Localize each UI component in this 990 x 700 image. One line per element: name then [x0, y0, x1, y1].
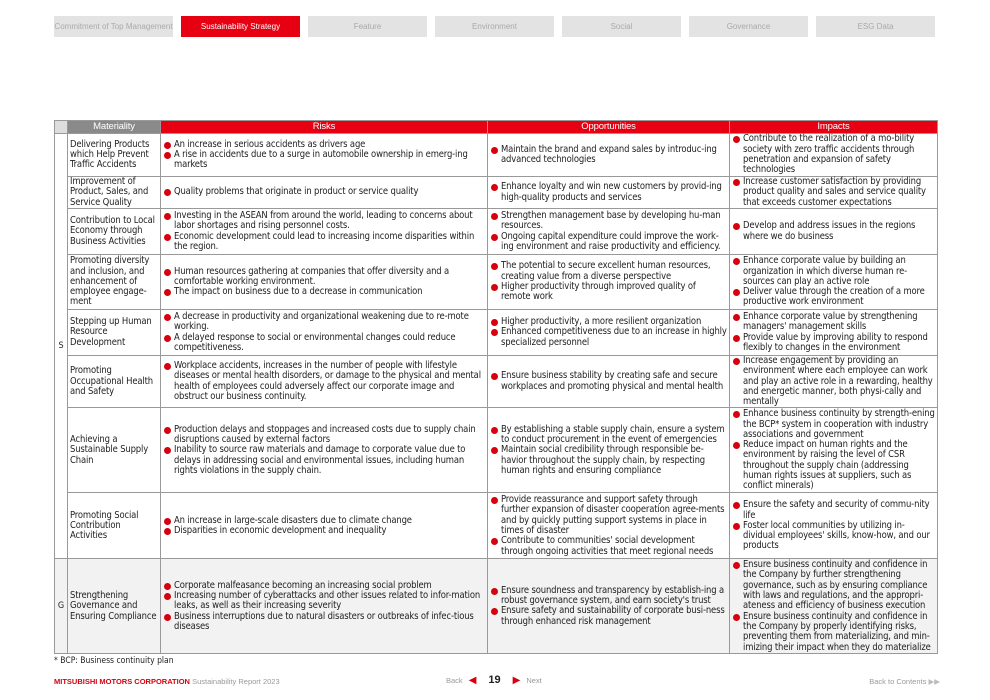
impacts-item: Ensure business continuity and confidence in the Company by further strengthening governance, such as by ensuring compliance with laws and regulations, and the appropri-ateness and efficiency of business execution	[732, 560, 935, 611]
opportunities-item: Higher productivity, a more resilient organization	[490, 317, 727, 327]
opportunities-cell	[488, 255, 730, 310]
opportunities-item: Higher productivity through improved quality of remote work	[490, 282, 727, 303]
impacts-item: Increase engagement by providing an environment where each employee can work and play an active role in a rewarding, healthy and energetic manner, both physi-cally and mentally	[732, 356, 935, 407]
opportunities-item: Ensure business stability by creating safe and secure workplaces and promoting physical and mental health	[490, 371, 727, 392]
back-arrow-icon[interactable]: ◀	[468, 674, 477, 686]
impacts-item: Ensure business continuity and confidence in the Company by properly identifying risks, preventing them from materializing, and min-imizing their impact when they do materialize	[732, 612, 935, 653]
tab-governance[interactable]: Governance	[689, 16, 808, 37]
table-row	[55, 356, 938, 408]
header-risks: Risks	[161, 121, 488, 134]
table-row	[55, 559, 938, 654]
opportunities-cell	[488, 134, 730, 177]
risks-item: Inability to source raw materials and damage to corporate value due to delays in addressing social and environmental issues, including human rights violations in the supply chain.	[163, 445, 485, 476]
back-to-contents-link[interactable]	[869, 677, 940, 686]
opportunities-item: Ensure soundness and transparency by establish-ing a robust governance system, and earn society's trust	[490, 586, 727, 607]
materiality-cell: Contribution to Local Economy through Business Activities	[68, 209, 161, 255]
risks-item: Increasing number of cyberattacks and other issues related to infor-mation leaks, as well as their increasing severity	[163, 591, 485, 612]
opportunities-item: Ongoing capital expenditure could improve the work-ing environment and raise productivity and efficiency.	[490, 232, 727, 253]
opportunities-item: Maintain social credibility through responsible be-havior throughout the supply chain, by respecting human rights and ensuring compliance	[490, 445, 727, 476]
impacts-cell	[730, 134, 938, 177]
materiality-cell: Promoting Social Contribution Activities	[68, 493, 161, 559]
opportunities-item: Provide reassurance and support safety through further expansion of disaster cooperation agree-ments and by quickly putting support systems in place in times of disaster	[490, 495, 727, 536]
risks-item: A rise in accidents due to a surge in automobile ownership in emerg-ing markets	[163, 150, 485, 171]
footer	[54, 674, 940, 686]
risks-cell	[161, 310, 488, 356]
risks-cell	[161, 134, 488, 177]
tab-feature[interactable]: Feature	[308, 16, 427, 37]
impacts-item: Develop and address issues in the regions where we do business	[732, 221, 935, 242]
group-header	[55, 121, 68, 134]
risks-cell	[161, 408, 488, 493]
impacts-item: Foster local communities by utilizing in-dividual employees' skills, know-how, and our products	[732, 521, 935, 552]
opportunities-cell	[488, 209, 730, 255]
table-row	[55, 310, 938, 356]
header-materiality: Materiality	[68, 121, 161, 134]
risks-item: A delayed response to social or environmental changes could reduce competitiveness.	[163, 333, 485, 354]
table-row	[55, 134, 938, 177]
page-number: 19	[488, 674, 501, 686]
materiality-cell: Achieving a Sustainable Supply Chain	[68, 408, 161, 493]
opportunities-item: By establishing a stable supply chain, ensure a system to conduct procurement in the event of emergencies	[490, 425, 727, 446]
impacts-item: Enhance corporate value by building an organization in which diverse human re-sources can play an active role	[732, 256, 935, 287]
risks-cell	[161, 493, 488, 559]
materiality-cell: Improvement of Product, Sales, and Service Quality	[68, 177, 161, 209]
table-row	[55, 209, 938, 255]
impacts-cell	[730, 177, 938, 209]
brand-logo: MITSUBISHI MOTORS CORPORATION	[54, 677, 190, 686]
risks-cell	[161, 209, 488, 255]
impacts-cell	[730, 408, 938, 493]
risks-item: An increase in large-scale disasters due to climate change	[163, 516, 485, 526]
footnote: * BCP: Business continuity plan	[54, 656, 174, 666]
opportunities-item: Ensure safety and sustainability of corporate busi-ness through enhanced risk management	[490, 606, 727, 627]
group-g: G	[55, 559, 68, 654]
risks-item: Business interruptions due to natural disasters or outbreaks of infec-tious diseases	[163, 612, 485, 633]
group-s: S	[55, 134, 68, 559]
risks-item: The impact on business due to a decrease in communication	[163, 287, 485, 297]
double-arrow-icon: ▶▶	[928, 677, 940, 686]
opportunities-item: Strengthen management base by developing hu-man resources.	[490, 211, 727, 232]
tab-sustainability-strategy[interactable]: Sustainability Strategy	[181, 16, 300, 37]
risks-cell	[161, 356, 488, 408]
risks-cell	[161, 559, 488, 654]
risks-item: Disparities in economic development and inequality	[163, 526, 485, 536]
opportunities-item: Maintain the brand and expand sales by introduc-ing advanced technologies	[490, 145, 727, 166]
impacts-item: Reduce impact on human rights and the environment by raising the level of CSR throughout the supply chain (addressing human rights issues at suppliers, such as conflict minerals)	[732, 440, 935, 491]
impacts-item: Ensure the safety and security of commu-nity life	[732, 500, 935, 521]
table-row	[55, 408, 938, 493]
risks-item: Quality problems that originate in product or service quality	[163, 187, 485, 197]
impacts-item: Enhance corporate value by strengthening managers' management skills	[732, 312, 935, 333]
materiality-cell: Stepping up Human Resource Development	[68, 310, 161, 356]
header-opportunities: Opportunities	[488, 121, 730, 134]
impacts-item: Contribute to the realization of a mo-bility society with zero traffic accidents through penetration and expansion of safety technologies	[732, 134, 935, 175]
pager	[446, 674, 542, 686]
impacts-cell	[730, 559, 938, 654]
top-nav	[54, 16, 935, 37]
tab-esg-data[interactable]: ESG Data	[816, 16, 935, 37]
opportunities-item: Enhance loyalty and win new customers by provid-ing high-quality products and services	[490, 182, 727, 203]
impacts-cell	[730, 493, 938, 559]
risks-item: Corporate malfeasance becoming an increasing social problem	[163, 581, 485, 591]
impacts-item: Deliver value through the creation of a more productive work environment	[732, 287, 935, 308]
materiality-table	[54, 120, 938, 654]
impacts-cell	[730, 255, 938, 310]
impacts-item: Increase customer satisfaction by providing product quality and sales and service quality that exceeds customer expectations	[732, 177, 935, 208]
materiality-cell: Promoting diversity and inclusion, and enhancement of employee engage-ment	[68, 255, 161, 310]
table-row	[55, 177, 938, 209]
risks-item: Human resources gathering at companies that offer diversity and a comfortable working environment.	[163, 267, 485, 288]
back-link[interactable]: Back	[446, 675, 463, 685]
risks-item: An increase in serious accidents as drivers age	[163, 140, 485, 150]
opportunities-item: The potential to secure excellent human resources, creating value from a diverse perspective	[490, 261, 727, 282]
next-arrow-icon[interactable]: ▶	[512, 674, 521, 686]
risks-cell	[161, 255, 488, 310]
opportunities-cell	[488, 408, 730, 493]
impacts-item: Enhance business continuity by strength-ening the BCP* system in cooperation with industry associations and government	[732, 409, 935, 440]
materiality-cell: Promoting Occupational Health and Safety	[68, 356, 161, 408]
opportunities-cell	[488, 559, 730, 654]
table-row	[55, 493, 938, 559]
toc-label: Back to Contents	[869, 677, 927, 686]
impacts-cell	[730, 209, 938, 255]
impacts-cell	[730, 310, 938, 356]
materiality-cell: Delivering Products which Help Prevent Traffic Accidents	[68, 134, 161, 177]
opportunities-cell	[488, 356, 730, 408]
impacts-item: Provide value by improving ability to respond flexibly to changes in the environment	[732, 333, 935, 354]
opportunities-cell	[488, 493, 730, 559]
risks-cell	[161, 177, 488, 209]
risks-item: Investing in the ASEAN from around the world, leading to concerns about labor shortages and rising personnel costs.	[163, 211, 485, 232]
opportunities-cell	[488, 310, 730, 356]
risks-item: Workplace accidents, increases in the number of people with lifestyle diseases or mental health disorders, or damage to the physical and mental health of employees could adversely affect our corporate image and obstruct our business continuity.	[163, 361, 485, 402]
risks-item: A decrease in productivity and organizational weakening due to re-mote working.	[163, 312, 485, 333]
opportunities-item: Contribute to communities' social development through ongoing activities that meet regional needs	[490, 536, 727, 557]
report-title: Sustainability Report 2023	[192, 677, 280, 686]
tab-commitment-of-top-management[interactable]: Commitment of Top Management	[54, 16, 173, 37]
risks-item: Production delays and stoppages and increased costs due to supply chain disruptions caused by external factors	[163, 425, 485, 446]
next-link[interactable]: Next	[526, 675, 542, 685]
tab-environment[interactable]: Environment	[435, 16, 554, 37]
opportunities-cell	[488, 177, 730, 209]
header-impacts: Impacts	[730, 121, 938, 134]
tab-social[interactable]: Social	[562, 16, 681, 37]
table-row	[55, 255, 938, 310]
materiality-cell: Strengthening Governance and Ensuring Compliance	[68, 559, 161, 654]
impacts-cell	[730, 356, 938, 408]
risks-item: Economic development could lead to increasing income disparities within the region.	[163, 232, 485, 253]
opportunities-item: Enhanced competitiveness due to an increase in highly specialized personnel	[490, 327, 727, 348]
